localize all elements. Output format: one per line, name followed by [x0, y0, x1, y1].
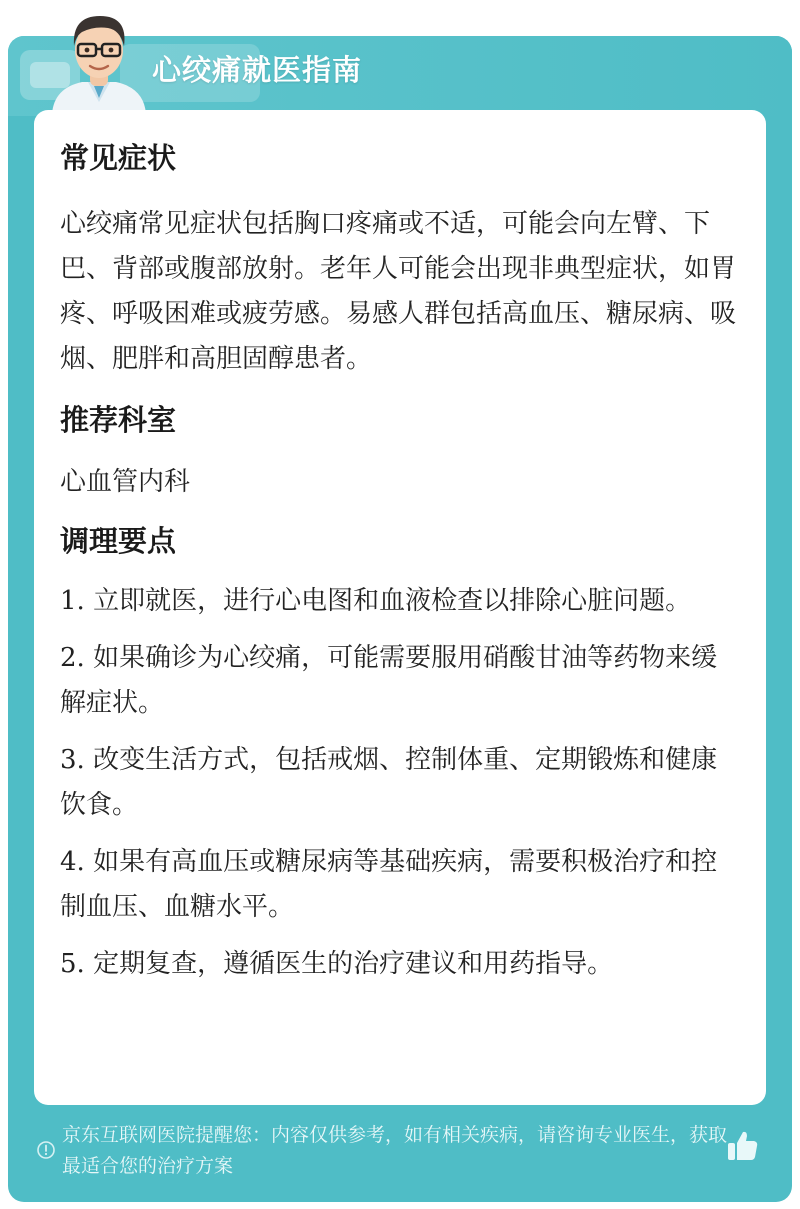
section-department [60, 398, 740, 505]
section-heading: 常见症状 [60, 141, 177, 175]
list-number: 4. [60, 847, 85, 877]
list-text: 立即就医，进行心电图和血液检查以排除心脏问题。 [84, 586, 692, 616]
list-text: 改变生活方式，包括戒烟、控制体重、定期锻炼和健康饮食。 [60, 745, 718, 820]
list-text: 定期复查，遵循医生的治疗建议和用药指导。 [84, 949, 614, 979]
list-item [60, 636, 740, 726]
thumbs-up-icon[interactable] [724, 1128, 760, 1164]
list-number: 5. [60, 949, 85, 979]
disclaimer-text: 京东互联网医院提醒您：内容仅供参考，如有相关疾病，请咨询专业医生，获取最适合您的治疗方案 [62, 1124, 728, 1177]
section-heading: 推荐科室 [60, 403, 177, 437]
section-heading: 调理要点 [60, 524, 177, 558]
doctor-avatar-icon [44, 6, 154, 114]
list-item [60, 738, 740, 828]
section-symptoms [60, 136, 740, 382]
list-item [60, 942, 740, 987]
list-number: 2. [60, 643, 85, 673]
section-care-points [60, 519, 740, 987]
section-body: 心血管内科 [60, 467, 191, 497]
list-text: 如果有高血压或糖尿病等基础疾病，需要积极治疗和控制血压、血糖水平。 [60, 847, 718, 922]
list-number: 1. [60, 586, 85, 616]
list-text: 如果确诊为心绞痛，可能需要服用硝酸甘油等药物来缓解症状。 [60, 643, 718, 718]
list-number: 3. [60, 745, 85, 775]
section-body: 心绞痛常见症状包括胸口疼痛或不适，可能会向左臂、下巴、背部或腹部放射。老年人可能会出现非典型症状，如胃疼、呼吸困难或疲劳感。易感人群包括高血压、糖尿病、吸烟、肥胖和高胆固醇患者。 [60, 209, 737, 374]
page-title: 心绞痛就医指南 [152, 53, 363, 87]
content-card [34, 110, 766, 1105]
info-icon [36, 1140, 56, 1160]
list-item [60, 579, 740, 624]
list-item [60, 840, 740, 930]
